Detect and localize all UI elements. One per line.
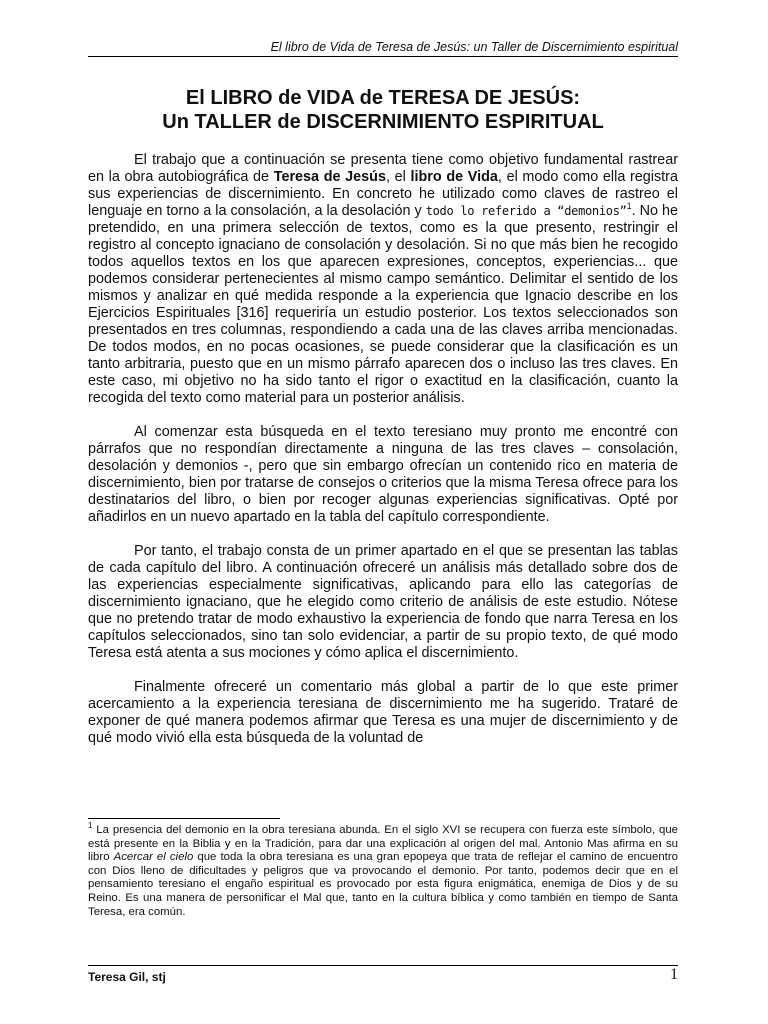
footnote-1 <box>88 821 678 919</box>
p1-text-h: . No he pretendido, en una primera selección de textos, como es la que presento, restringir el registro al concepto ignaciano de consolación y desolación. Si no que más bien he recogido todos aquellos textos en los que aparecen expresiones, conceptos, experiencias... que podemos considerar pertenecientes al mismo campo semántico. Delimitar el sentido de los mismos y analizar en qué medida responde a la experiencia que Ignacio describe en los Ejercicios Espirituales [316] requeriría un estudio posterior. Los textos seleccionados son presentados en tres columnas, respondiendo a cada una de las claves arriba mencionadas. De todos modos, en no pocas ocasiones, se puede considerar que la clasificación es un tanto arbitraria, puesto que en un mismo párrafo aparecen dos o incluso las tres claves. En este caso, mi objetivo no ha sido tanto el rigor o exactitud en la clasificación, cuanto la recogida del texto como material para un posterior análisis. <box>88 203 678 406</box>
body-text <box>88 152 678 747</box>
footnote-number: 1 <box>88 821 93 831</box>
running-header: El libro de Vida de Teresa de Jesús: un Taller de Discernimiento espiritual <box>88 40 678 57</box>
footnote-separator <box>88 818 280 819</box>
paragraph-4: Finalmente ofreceré un comentario más global a partir de lo que este primer acercamiento a la experiencia teresiana de discernimiento me ha sugerido. Trataré de exponer de qué manera podemos afirmar que Teresa es una mujer de discernimiento y de qué modo vivió ella esta búsqueda de la voluntad de <box>88 679 678 746</box>
footnote-text-c: que toda la obra teresiana es una gran epopeya que trata de reflejar el camino de encuentro con Dios lleno de dificultades y peligros que va provocando el demonio. Por tanto, podemos decir que en el pensamiento teresiano el engaño espiritual es provocado por esta figura enigmática, enemiga de Dios y de su Reino. Es una manera de personificar el Mal que, tanto en la cultura bíblica y como también en tiempo de Santa Teresa, era común. <box>88 851 678 918</box>
footnote-ref-1[interactable]: 1 <box>626 201 632 212</box>
p1-bold-book: libro de Vida <box>410 169 498 185</box>
paragraph-2: Al comenzar esta búsqueda en el texto teresiano muy pronto me encontré con párrafos que no respondían directamente a ninguna de las tres claves – consolación, desolación y demonios -, pero que sin embargo ofrecían un contenido rico en materia de discernimiento, bien por tratarse de consejos o criterios que la misma Teresa ofrece para los destinatarios del libro, o bien por recoger algunas experiencias significativas. Opté por añadirlos en un nuevo apartado en la tabla del capítulo correspondiente. <box>88 424 678 525</box>
page-number: 1 <box>670 966 678 983</box>
footnote-book-title: Acercar el cielo <box>113 851 194 864</box>
p1-text-a: El trabajo que a continuación se presenta tiene como objetivo fundamental rastrear en la obra autobiográfica de <box>88 152 678 185</box>
p1-mono-phrase: todo lo referido a “demonios” <box>425 204 627 218</box>
p1-text-e: , el modo como ella registra sus experiencias de discernimiento. En concreto he utilizado como claves de rastreo el lenguaje en torno a la consolación, a la desolación y <box>88 169 678 219</box>
footnote-text-a: La presencia del demonio en la obra teresiana abunda. En el siglo XVI se recupera con fuerza este símbolo, que está presente en la Biblia y en la Tradición, para dar una explicación al origen del mal. Antonio Mas afirma en su libro <box>88 824 678 864</box>
footer-author: Teresa Gil, stj <box>88 970 166 984</box>
p1-text-c: , el <box>385 169 411 185</box>
paragraph-1 <box>88 152 678 407</box>
p1-bold-author: Teresa de Jesús <box>273 169 386 185</box>
title-line-2: Un TALLER de DISCERNIMIENTO ESPIRITUAL <box>162 111 604 133</box>
footer-separator <box>88 965 678 966</box>
title-line-1: El LIBRO de VIDA de TERESA DE JESÚS: <box>185 87 581 109</box>
paragraph-3: Por tanto, el trabajo consta de un primer apartado en el que se presentan las tablas de cada capítulo del libro. A continuación ofreceré un análisis más detallado sobre dos de las experiencias especialmente significativas, aplicando para ello las categorías de discernimiento ignaciano, que he elegido como criterio de análisis de este estudio. Nótese que no pretendo tratar de modo exhaustivo la experiencia de fondo que narra Teresa en los capítulos seleccionados, sino tan solo evidenciar, a partir de su propio texto, de qué modo Teresa está atenta a sus mociones y cómo aplica el discernimiento. <box>88 543 678 661</box>
document-title <box>88 86 678 134</box>
